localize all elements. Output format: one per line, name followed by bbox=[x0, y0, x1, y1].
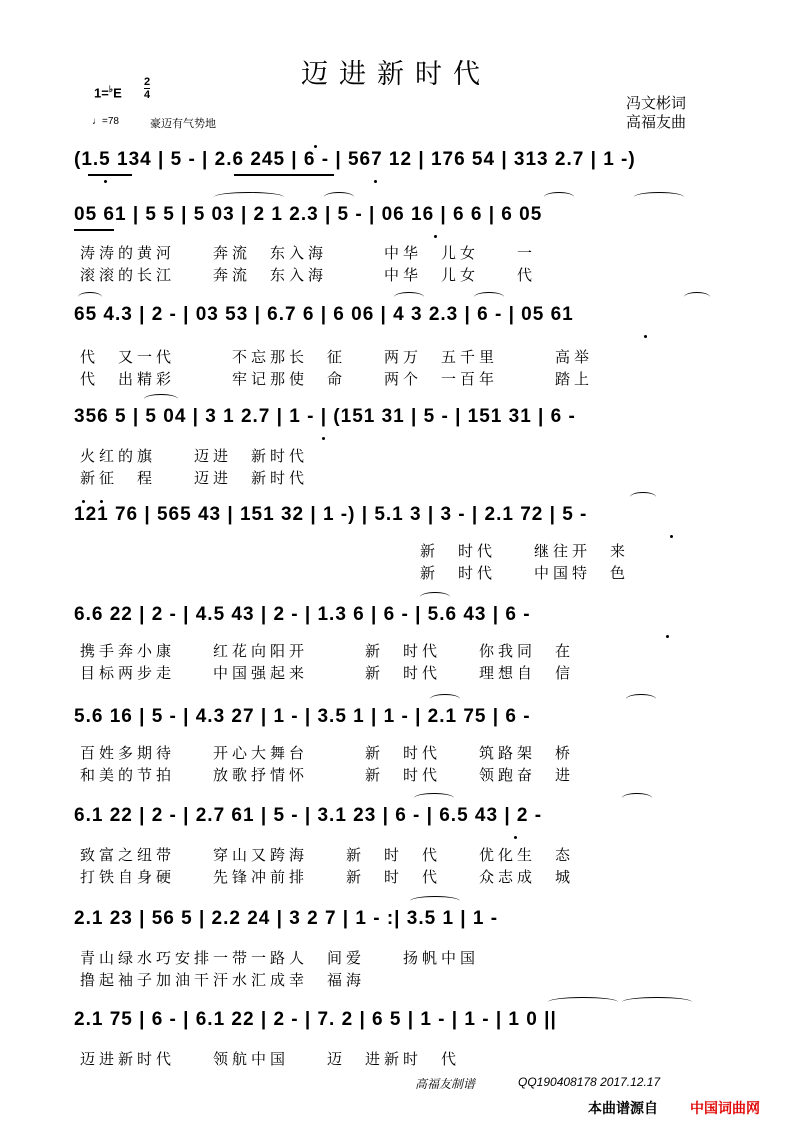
notation-line: 356 5 | 5 04 | 3 1 2.7 | 1 - | (151 31 | 5 - | 151 31 | 6 - bbox=[74, 406, 576, 427]
slur-mark bbox=[684, 292, 710, 302]
staff-row-2 bbox=[74, 198, 720, 238]
lyric-verse-1: 携手奔小康 红花向阳开 新 时代 你我同 在 bbox=[80, 642, 575, 660]
transcriber-credit: 高福友制谱 bbox=[415, 1077, 476, 1091]
contact-date: QQ190408178 2017.12.17 bbox=[518, 1075, 661, 1089]
lyric-verse-2: 目标两步走 中国强起来 新 时代 理想自 信 bbox=[80, 664, 575, 682]
lyric-verse-2: 撸起袖子加油干汗水汇成幸 福海 bbox=[80, 971, 366, 989]
slur-mark bbox=[214, 192, 284, 202]
staff-row-1 bbox=[74, 143, 720, 183]
song-title: 迈进新时代 bbox=[301, 59, 491, 90]
high-octave-dot bbox=[82, 500, 85, 503]
lyricist-credit: 冯文彬词 bbox=[626, 94, 687, 112]
underline-mark bbox=[88, 174, 132, 176]
tempo-mark: ♩=78 bbox=[92, 116, 119, 127]
slur-mark bbox=[474, 292, 504, 302]
low-octave-dot bbox=[514, 836, 517, 839]
notation-line: 2.1 23 | 56 5 | 2.2 24 | 3 2 7 | 1 - :| 3.5 1 | 1 - bbox=[74, 908, 499, 929]
notation-line: 2.1 75 | 6 - | 6.1 22 | 2 - | 7. 2 | 6 5 | 1 - | 1 - | 1 0 || bbox=[74, 1009, 557, 1030]
slur-mark bbox=[144, 394, 178, 404]
key-note: E bbox=[113, 85, 122, 101]
low-octave-dot bbox=[670, 535, 673, 538]
staff-row-9 bbox=[74, 902, 720, 942]
lyric-verse-2: 滚滚的长江 奔流 东入海 中华 儿女 代 bbox=[80, 266, 537, 284]
meter-top: 2 bbox=[144, 76, 151, 88]
slur-mark bbox=[324, 192, 354, 202]
low-octave-dot bbox=[434, 235, 437, 238]
underline-mark bbox=[74, 229, 114, 231]
slur-mark bbox=[410, 896, 460, 906]
lyric-verse-1: 火红的旗 迈进 新时代 bbox=[80, 447, 309, 465]
slur-mark bbox=[630, 492, 656, 502]
source-label: 本曲谱源自 bbox=[588, 1101, 658, 1117]
notation-line: 121 76 | 565 43 | 151 32 | 1 -) | 5.1 3 | 3 - | 2.1 72 | 5 - bbox=[74, 504, 588, 525]
slur-mark bbox=[414, 793, 454, 803]
site-link[interactable]: 中国词曲网 bbox=[690, 1101, 760, 1117]
time-signature bbox=[144, 76, 150, 101]
low-octave-dot bbox=[666, 635, 669, 638]
lyric-verse-2: 代 出精彩 牢记那使 命 两个 一百年 踏上 bbox=[80, 370, 594, 388]
staff-row-4 bbox=[74, 400, 720, 440]
slur-mark bbox=[544, 192, 574, 202]
lyric-verse-1: 代 又一代 不忘那长 征 两万 五千里 高举 bbox=[80, 348, 594, 366]
staff-row-10 bbox=[74, 1003, 720, 1043]
lyric-verse-2: 新征 程 迈进 新时代 bbox=[80, 469, 309, 487]
low-octave-dot bbox=[104, 180, 107, 183]
flat-icon: ♭ bbox=[108, 84, 114, 94]
slur-mark bbox=[430, 694, 460, 704]
low-octave-dot bbox=[644, 335, 647, 338]
notation-line: 65 4.3 | 2 - | 03 53 | 6.7 6 | 6 06 | 4 3 2.3 | 6 - | 05 61 bbox=[74, 304, 574, 325]
slur-mark bbox=[548, 997, 618, 1007]
staff-row-7 bbox=[74, 700, 720, 740]
slur-mark bbox=[420, 592, 450, 602]
staff-row-5 bbox=[74, 498, 720, 538]
lyric-verse-1: 涛涛的黄河 奔流 东入海 中华 儿女 一 bbox=[80, 244, 537, 262]
notation-line: 05 61 | 5 5 | 5 03 | 2 1 2.3 | 5 - | 06 16 | 6 6 | 6 05 bbox=[74, 204, 543, 225]
low-octave-dot bbox=[322, 437, 325, 440]
staff-row-3 bbox=[74, 298, 720, 338]
lyric-verse-1: 百姓多期待 开心大舞台 新 时代 筑路架 桥 bbox=[80, 744, 575, 762]
slur-mark bbox=[622, 793, 652, 803]
slur-mark bbox=[626, 694, 656, 704]
slur-mark bbox=[394, 292, 424, 302]
lyric-verse-1: 新 时代 继往开 来 bbox=[420, 542, 630, 560]
lyric-final: 迈进新时代 领航中国 迈 进新时 代 bbox=[80, 1050, 461, 1068]
meter-bottom: 4 bbox=[144, 89, 151, 101]
lyric-verse-1: 青山绿水巧安排一带一路人 间爱 扬帆中国 bbox=[80, 949, 480, 967]
staff-row-6 bbox=[74, 598, 720, 638]
slur-mark bbox=[78, 292, 102, 302]
lyric-verse-2: 新 时代 中国特 色 bbox=[420, 564, 630, 582]
low-octave-dot bbox=[374, 180, 377, 183]
lyric-verse-1: 致富之纽带 穿山又跨海 新 时 代 优化生 态 bbox=[80, 846, 575, 864]
notation-line: 6.6 22 | 2 - | 4.5 43 | 2 - | 1.3 6 | 6 - | 5.6 43 | 6 - bbox=[74, 604, 531, 625]
composer-credit: 高福友曲 bbox=[626, 113, 687, 131]
slur-mark bbox=[622, 997, 692, 1007]
expression-mark: 豪迈有气势地 bbox=[150, 117, 216, 130]
staff-row-8 bbox=[74, 799, 720, 839]
notation-line: 6.1 22 | 2 - | 2.7 61 | 5 - | 3.1 23 | 6 - | 6.5 43 | 2 - bbox=[74, 805, 543, 826]
slur-mark bbox=[634, 192, 684, 202]
high-octave-dot bbox=[100, 500, 103, 503]
high-octave-dot bbox=[314, 145, 317, 148]
key-prefix: 1= bbox=[94, 85, 109, 101]
lyric-verse-2: 打铁自身硬 先锋冲前排 新 时 代 众志成 城 bbox=[80, 868, 575, 886]
notation-line: (1.5 134 | 5 - | 2.6 245 | 6 - | 567 12 | 176 54 | 313 2.7 | 1 -) bbox=[74, 149, 636, 170]
notation-line: 5.6 16 | 5 - | 4.3 27 | 1 - | 3.5 1 | 1 - | 2.1 75 | 6 - bbox=[74, 706, 531, 727]
lyric-verse-2: 和美的节拍 放歌抒情怀 新 时代 领跑奋 进 bbox=[80, 766, 575, 784]
key-signature bbox=[94, 84, 122, 100]
underline-mark bbox=[234, 174, 334, 176]
